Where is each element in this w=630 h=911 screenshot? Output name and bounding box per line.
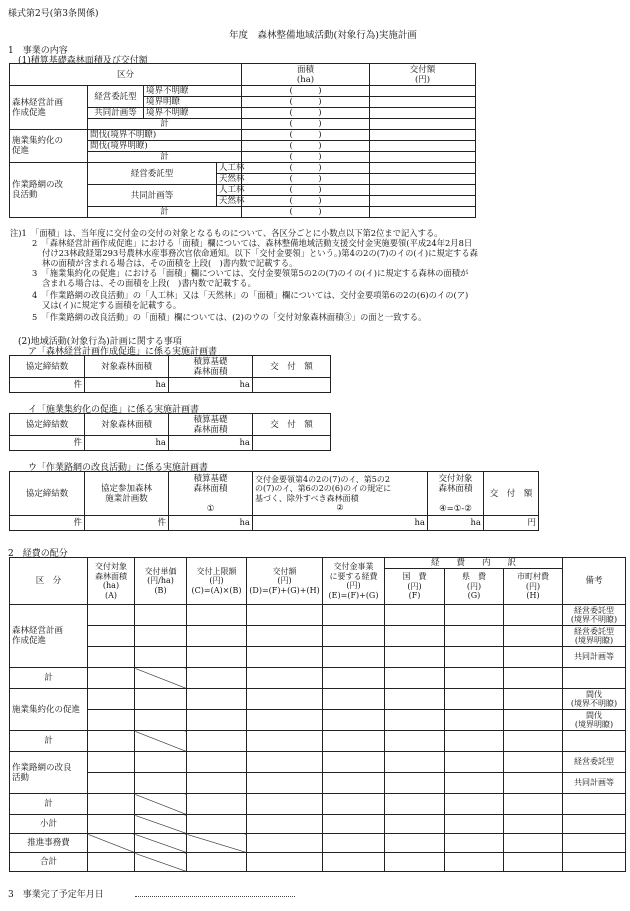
- joint-plan: 共同計画等: [88, 185, 217, 207]
- header-amount: 交 付 額: [253, 356, 331, 378]
- amount-cell[interactable]: [370, 108, 476, 119]
- header-amount: 交 付 額: [484, 472, 539, 516]
- diagonal-cell: [135, 731, 187, 752]
- row-forest-plan: 森林経営計画 作成促進: [10, 605, 88, 668]
- amount-cell[interactable]: [253, 436, 331, 451]
- excluded-area-cell[interactable]: ha: [253, 516, 428, 531]
- note-line: 林の面積が含まれる場合は、その面積を上段( )書内数で記載する。: [42, 258, 298, 268]
- header-base-area: 積算基礎 森林面積: [169, 356, 253, 378]
- header-national: 国 費 (円) (F): [385, 569, 445, 605]
- header-target-area: 交付対象 森林面積 (ha) (A): [88, 558, 135, 605]
- amount-cell[interactable]: [370, 185, 476, 196]
- area-cell[interactable]: ( ): [242, 141, 370, 152]
- section3-heading: 3 事業完了予定年月日: [8, 887, 295, 900]
- group-forest-plan: 森林経営計画 作成促進: [10, 86, 88, 130]
- header-base-area: 積算基礎 森林面積: [169, 414, 253, 436]
- plan-u-title: ウ「作業路網の改良活動」に係る実施計画書: [28, 463, 209, 473]
- area-amount-table: [9, 63, 476, 218]
- row-grand-total: 合計: [10, 853, 88, 872]
- remark: 経営委託型 (境界不明瞭): [563, 605, 626, 626]
- note-line: 4 「作業路網の改良活動」の「人工林」又は「天然林」の「面積」欄については、交付金要項第6の2の(6)のイの(ア): [32, 290, 469, 300]
- group-road: 作業路網の改 良活動: [10, 163, 88, 218]
- row-label: 天然林: [217, 196, 242, 207]
- diagonal-cell: [135, 834, 187, 853]
- row-label: 境界不明瞭: [144, 108, 242, 119]
- base-area-cell[interactable]: ha: [169, 436, 253, 451]
- plan-i-table: [9, 413, 331, 451]
- header-base-area: 積算基礎 森林面積 ①: [169, 472, 253, 516]
- note-line: 2 「森林経営計画作成促進」における「面積」欄については、森林整備地域活動支援交付金実施要領(平成24年2月8日: [32, 238, 473, 248]
- area-cell[interactable]: ( ): [242, 163, 370, 174]
- note-line: 3 「施業集約化の促進」における「面積」欄については、交付金要領第5の2の(7)のイの(イ)に規定する森林の面積が: [32, 268, 469, 278]
- amount-cell[interactable]: [253, 378, 331, 393]
- header-target-area: 対象森林面積: [85, 356, 169, 378]
- row-promotion: 推進事務費: [10, 834, 88, 853]
- remark: 間伐 (境界明瞭): [563, 710, 626, 731]
- consign-type: 経営委託型: [88, 163, 217, 185]
- base-area-cell[interactable]: ha: [169, 516, 253, 531]
- note-line: 付け23林政経第293号農林水産事務次官依命通知。以下「交付金要領」という。)第4の2の(7)のイの(イ)に規定する森: [42, 248, 478, 258]
- row-label: 人工林: [217, 163, 242, 174]
- section2-heading: 2 経費の配分: [8, 549, 68, 559]
- section1-sub2: (2)地域活動(対象行為)計画に関する事項: [18, 337, 182, 347]
- remark: 共同計画等: [563, 647, 626, 668]
- area-cell[interactable]: ( ): [242, 174, 370, 185]
- amount-cell[interactable]: [370, 119, 476, 130]
- area-cell[interactable]: ( ): [242, 86, 370, 97]
- note-line: 5 「作業路網の改良活動」の「面積」欄については、(2)のウの「交付対象森林面積③」の面と一致する。: [32, 312, 427, 322]
- header-unit-price: 交付単価 (円/ha) (B): [135, 558, 187, 605]
- plan-i-title: イ「施業集約化の促進」に係る実施計画書: [28, 405, 200, 415]
- total-label: 計: [88, 152, 242, 163]
- row-total: 計: [10, 794, 88, 815]
- remark: 経営委託型 (境界明瞭): [563, 626, 626, 647]
- expense-table: [9, 557, 626, 872]
- plan-a-table: [9, 355, 331, 393]
- total-label: 計: [88, 207, 242, 218]
- plan-u-table: [9, 471, 539, 531]
- diagonal-cell: [88, 834, 135, 853]
- area-cell[interactable]: ( ): [242, 207, 370, 218]
- header-excluded-area: 交付金要領第4の2の(7)のイ、第5の2 の(7)のイ、第6の2の(6)のイの規定に 基づく、除外すべき森林面積 ②: [253, 472, 428, 516]
- agreements-cell[interactable]: 件: [10, 516, 85, 531]
- amount-cell[interactable]: [370, 130, 476, 141]
- amount-cell[interactable]: [370, 141, 476, 152]
- completion-date-field[interactable]: [135, 888, 295, 897]
- header-prefecture: 県 費 (円) (G): [445, 569, 504, 605]
- header-participating: 協定参加森林 施業計画数: [85, 472, 169, 516]
- area-cell[interactable]: ( ): [242, 152, 370, 163]
- header-expense: 交付金事業 に要する経費 (円) (E)=(F)+(G): [323, 558, 385, 605]
- agreements-cell[interactable]: 件: [10, 378, 85, 393]
- header-target-area: 交付対象 森林面積 ④=①-②: [428, 472, 484, 516]
- row-road: 作業路網の改良 活動: [10, 752, 88, 794]
- diagonal-cell: [135, 668, 187, 689]
- amount-cell[interactable]: [370, 174, 476, 185]
- row-label: 間伐(境界明瞭): [88, 141, 242, 152]
- area-cell[interactable]: ( ): [242, 130, 370, 141]
- remark: 間伐 (境界不明瞭): [563, 689, 626, 710]
- target-area-cell[interactable]: ha: [428, 516, 484, 531]
- base-area-cell[interactable]: ha: [169, 378, 253, 393]
- diagonal-cell: [187, 834, 247, 853]
- row-subtotal: 小計: [10, 815, 88, 834]
- group-intensive: 施業集約化の 促進: [10, 130, 88, 163]
- amount-cell[interactable]: [370, 163, 476, 174]
- header-cap: 交付上限額 (円) (C)=(A)×(B): [187, 558, 247, 605]
- header-municipal: 市町村費 (円) (H): [504, 569, 563, 605]
- header-amount: 交付額 (円): [370, 64, 476, 86]
- agreements-cell[interactable]: 件: [10, 436, 85, 451]
- note-line: 又は(イ)に規定する面積を記載する。: [42, 300, 182, 310]
- area-cell[interactable]: ( ): [242, 196, 370, 207]
- row-label: 人工林: [217, 185, 242, 196]
- header-agreements: 協定締結数: [10, 356, 85, 378]
- remark: 共同計画等: [563, 773, 626, 794]
- remark: 経営委託型: [563, 752, 626, 773]
- form-label: 様式第2号(第3条関係): [8, 9, 99, 19]
- note-line: 含まれる場合は、その面積を上段( )書内数で記載する。: [42, 278, 256, 288]
- amount-cell[interactable]: [370, 152, 476, 163]
- header-breakdown: 経 費 内 訳: [385, 558, 563, 569]
- diagonal-cell: [135, 853, 187, 872]
- amount-cell[interactable]: [370, 86, 476, 97]
- section1-sub1: (1)積算基礎森林面積及び交付額: [18, 56, 148, 66]
- row-total: 計: [10, 668, 88, 689]
- row-label: 境界明瞭: [144, 97, 242, 108]
- header-agreements: 協定締結数: [10, 472, 85, 516]
- plan-a-title: ア「森林経営計画作成促進」に係る実施計画書: [28, 347, 218, 357]
- header-category: 区分: [10, 64, 242, 86]
- area-cell[interactable]: ( ): [242, 108, 370, 119]
- amount-cell[interactable]: 円: [484, 516, 539, 531]
- total-label: 計: [88, 119, 242, 130]
- document-title: 年度 森林整備地域活動(対象行為)実施計画: [229, 30, 417, 41]
- participating-cell[interactable]: 件: [85, 516, 169, 531]
- amount-cell[interactable]: [370, 97, 476, 108]
- header-grant: 交付額 (円) (D)=(F)+(G)+(H): [247, 558, 323, 605]
- joint-plan: 共同計画等: [88, 108, 144, 119]
- header-target-area: 対象森林面積: [85, 414, 169, 436]
- header-category: 区 分: [10, 558, 88, 605]
- consign-type: 経営委託型: [88, 86, 144, 108]
- section1-heading: 1 事業の内容: [8, 46, 68, 56]
- header-area: 面積 (ha): [242, 64, 370, 86]
- header-remarks: 備考: [563, 558, 626, 605]
- amount-cell[interactable]: [370, 207, 476, 218]
- target-area-cell[interactable]: ha: [85, 378, 169, 393]
- row-label: 天然林: [217, 174, 242, 185]
- amount-cell[interactable]: [370, 196, 476, 207]
- header-agreements: 協定締結数: [10, 414, 85, 436]
- area-cell[interactable]: ( ): [242, 119, 370, 130]
- row-label: 境界不明瞭: [144, 86, 242, 97]
- row-total: 計: [10, 731, 88, 752]
- target-area-cell[interactable]: ha: [85, 436, 169, 451]
- area-cell[interactable]: ( ): [242, 185, 370, 196]
- diagonal-cell: [135, 794, 187, 815]
- row-intensive: 施業集約化の促進: [10, 689, 88, 731]
- header-amount: 交 付 額: [253, 414, 331, 436]
- row-label: 間伐(境界不明瞭): [88, 130, 242, 141]
- area-cell[interactable]: ( ): [242, 97, 370, 108]
- note-line: 注)1 「面積」は、当年度に交付金の交付の対象となるものについて、各区分ごとに小数点以下第2位まで記入する。: [10, 228, 443, 238]
- diagonal-cell: [135, 815, 187, 834]
